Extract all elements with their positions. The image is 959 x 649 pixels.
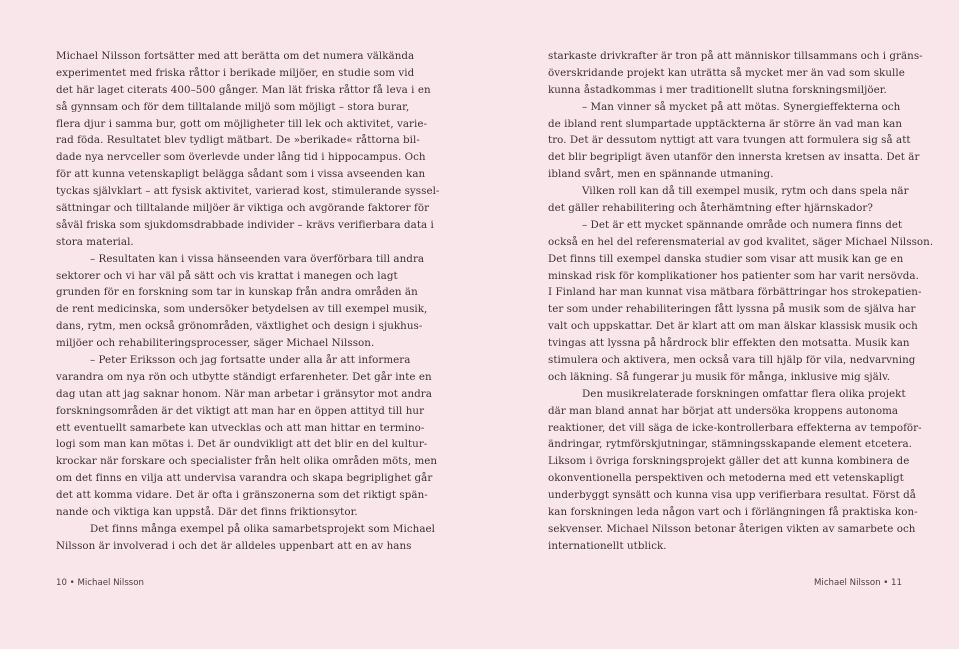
text-line: det gäller rehabilitering och återhämtning efter hjärnskador?	[548, 202, 873, 215]
text-line: flera djur i samma bur, gott om möjligheter till lek och aktivitet, varie-	[56, 117, 428, 130]
paragraph-start-line: Vilken roll kan då till exempel musik, rytm och dans spela när	[582, 185, 909, 198]
text-line: kan forskningen leda någon vart och i förlängningen få praktiska kon-	[548, 506, 918, 519]
text-line: okonventionella perspektiven och metoderna med ett vetenskapligt	[548, 472, 904, 485]
text-line: stora material.	[56, 235, 134, 248]
text-line: om det finns en vilja att undervisa varandra och skapa begriplighet går	[56, 472, 433, 485]
text-line: ter som under rehabiliteringen fått lyssna på musik som de själva har	[548, 303, 916, 316]
page-number-right: Michael Nilsson • 11	[814, 578, 902, 588]
text-line: och läkning. Så fungerar ju musik för många, inklusive mig själv.	[548, 370, 891, 383]
text-line: ibland svårt, men en spännande utmaning.	[548, 168, 774, 181]
text-line: det att komma vidare. Det är ofta i gränszonerna som det riktigt spän-	[56, 489, 428, 502]
text-line: överskridande projekt kan uträtta så mycket mer än vad som skulle	[548, 66, 905, 79]
text-line: sektorer och vi har väl på sätt och vis krattat i manegen och lagt	[56, 269, 398, 282]
text-line: rad föda. Resultatet blev tydligt mätbart. De »berikade« råttorna bil-	[56, 134, 420, 147]
text-line: miljöer och rehabiliteringsprocesser, säger Michael Nilsson.	[56, 337, 375, 350]
left-page	[56, 48, 440, 555]
text-line: Det finns till exempel danska studier som visar att musik kan ge en	[548, 252, 904, 265]
text-line: logi som man kan mötas i. Det är oundvikligt att det blir en del kultur-	[56, 438, 428, 451]
text-line: tyckas självklart – att fysisk aktivitet, varierad kost, stimulerande syssel-	[56, 185, 440, 198]
text-line: så gynnsam och för dem tilltalande miljö som möjligt – stora burar,	[56, 100, 410, 113]
text-line: sekvenser. Michael Nilsson betonar återigen vikten av samarbete och	[548, 522, 916, 535]
text-line: där man bland annat har börjat att undersöka kroppens autonoma	[548, 404, 899, 417]
text-line: tvingas att lyssna på hårdrock blir effekten den motsatta. Musik kan	[548, 337, 910, 350]
text-line: minskad risk för komplikationer hos patienter som har varit nersövda.	[548, 269, 919, 282]
text-line: tro. Det är dessutom nyttigt att vara tvungen att formulera sig så att	[548, 134, 911, 147]
text-line: ändringar, rytmförskjutningar, stämningsskapande element etcetera.	[548, 438, 913, 451]
text-line: dans, rytm, men också grönområden, växtlighet och design i sjukhus-	[56, 320, 423, 333]
page-number-left: 10 • Michael Nilsson	[56, 578, 144, 588]
paragraph-start-line: Det finns många exempel på olika samarbetsprojekt som Michael	[90, 522, 436, 535]
text-line: starkaste drivkrafter är tron på att människor tillsammans och i gräns-	[548, 50, 923, 62]
text-line: såväl friska som sjukdomsdrabbade individer – krävs verifierbara data i	[56, 218, 434, 231]
text-line: det här laget citerats 400–500 gånger. Man lät friska råttor få leva i en	[56, 83, 431, 96]
text-line: forskningsområden är det viktigt att man har en öppen attityd till hur	[56, 404, 425, 417]
text-line: grunden för en forskning som tar in kunskap från andra områden än	[56, 286, 418, 299]
paragraph-start-line: – Resultaten kan i vissa hänseenden vara överförbara till andra	[90, 252, 425, 265]
text-line: dag utan att jag saknar honom. När man arbetar i gränsytor mot andra	[56, 387, 432, 400]
text-line: det blir begripligt även utanför den innersta kretsen av insatta. Det är	[548, 151, 920, 164]
text-line: internationellt utblick.	[548, 539, 667, 552]
text-line: Liksom i övriga forskningsprojekt gäller det att kunna kombinera de	[548, 455, 910, 468]
paragraph-start-line: Den musikrelaterade forskningen omfattar flera olika projekt	[582, 387, 906, 400]
paragraph-start-line: – Man vinner så mycket på att mötas. Synergieffekterna och	[582, 100, 901, 113]
text-line: de rent medicinska, som undersöker betydelsen av till exempel musik,	[56, 303, 428, 316]
text-line: valt och uppskattar. Det är klart att om man älskar klassisk musik och	[548, 320, 918, 333]
text-line: Nilsson är involverad i och det är alldeles uppenbart att en av hans	[56, 539, 412, 552]
text-line: krockar när forskare och specialister från helt olika områden möts, men	[56, 455, 438, 468]
text-line: de ibland rent slumpartade upptäckterna är större än vad man kan	[548, 117, 903, 130]
text-line: I Finland har man kunnat visa mätbara förbättringar hos strokepatien-	[548, 286, 922, 299]
paragraph-start-line: – Det är ett mycket spännande område och numera finns det	[582, 218, 903, 231]
text-line: nande och viktiga kan uppstå. Där det finns friktionsytor.	[56, 506, 358, 519]
text-line: sättningar och tilltalande miljöer är viktiga och avgörande faktorer för	[56, 202, 430, 215]
text-line: Michael Nilsson fortsätter med att berätta om det numera välkända	[56, 50, 415, 62]
text-line: för att kunna vetenskapligt belägga sådant som i vissa avseenden kan	[56, 168, 426, 181]
text-line: varandra om nya rön och utbytte ständigt erfarenheter. Det går inte en	[56, 370, 432, 383]
text-line: experimentet med friska råttor i berikade miljöer, en studie som vid	[56, 66, 415, 79]
right-page	[548, 48, 934, 555]
text-line: stimulera och aktivera, men också vara till hjälp för vila, nedvarvning	[548, 354, 916, 367]
text-line: också en hel del referensmaterial av god kvalitet, säger Michael Nilsson.	[548, 235, 934, 248]
text-line: ett eventuellt samarbete kan utvecklas och att man hittar en termino-	[56, 421, 425, 434]
text-line: kunna åstadkommas i mer traditionellt slutna forskningsmiljöer.	[548, 83, 887, 96]
text-line: reaktioner, det vill säga de icke-kontrollerbara effekterna av tempoför-	[548, 421, 922, 434]
text-line: underbyggt synsätt och kunna visa upp verifierbara resultat. Först då	[548, 489, 916, 502]
paragraph-start-line: – Peter Eriksson och jag fortsatte under alla år att informera	[90, 354, 411, 367]
text-line: dade nya nervceller som överlevde under lång tid i hippocampus. Och	[56, 151, 426, 164]
